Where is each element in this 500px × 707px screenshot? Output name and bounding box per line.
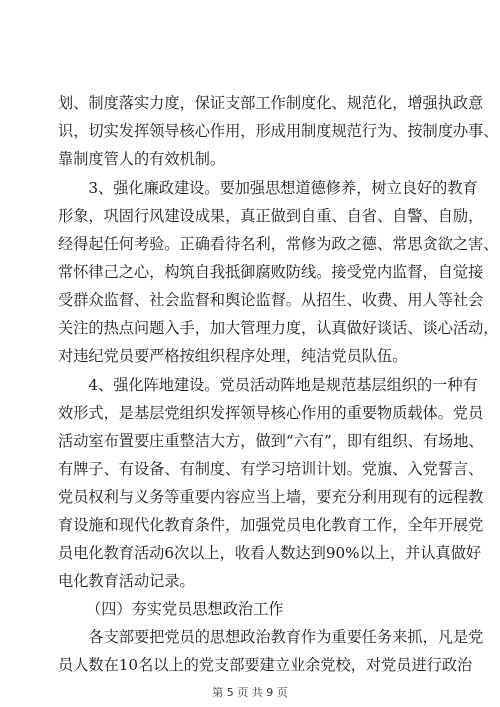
paragraph-line: 各支部要把党员的思想政治教育作为重要任务来抓，凡是党 [58,628,484,646]
paragraph-line: 员电化教育活动6次以上，收看人数达到90%以上，并认真做好 [58,544,482,562]
paragraph-line: 识，切实发挥领导核心作用，形成用制度规范行为、按制度办事、 [58,122,499,140]
paragraph-line: 形象，巩固行风建设成果，真正做到自重、自省、自警、自励， [58,207,484,225]
section-heading: （四）夯实党员思想政治工作 [86,600,284,618]
paragraph-line: 3、强化廉政建设。要加强思想道德修养，树立良好的教育 [58,179,478,197]
paragraph-line: 有牌子、有设备、有制度、有学习培训计划。党旗、入党誓言、 [58,460,484,478]
paragraph-line: 员人数在10名以上的党支部要建立业余党校，对党员进行政治 [58,656,473,674]
paragraph-line: 党员权利与义务等重要内容应当上墙，要充分利用现有的远程教 [58,488,484,506]
paragraph-line: 常怀律己之心，构筑自我抵御腐败防线。接受党内监督，自觉接 [58,263,484,281]
paragraph-line: 4、强化阵地建设。党员活动阵地是规范基层组织的一种有 [58,376,478,394]
paragraph-line: 活动室布置要庄重整洁大方，做到“六有”，即有组织、有场地、 [58,432,484,450]
paragraph-line: 受群众监督、社会监督和舆论监督。从招生、收费、用人等社会 [58,291,484,309]
paragraph-line: 育设施和现代化教育条件，加强党员电化教育工作，全年开展党 [58,516,484,534]
paragraph-line: 关注的热点问题入手，加大管理力度，认真做好谈话、谈心活动， [58,319,499,337]
paragraph-line: 效形式，是基层党组织发挥领导核心作用的重要物质载体。党员 [58,404,484,422]
paragraph-line: 对违纪党员要严格按组织程序处理，纯洁党员队伍。 [58,347,408,365]
paragraph-line: 靠制度管人的有效机制。 [58,150,226,168]
paragraph-line: 电化教育活动记录。 [58,572,195,590]
page-footer: 第 5 页 共 9 页 [212,686,288,699]
paragraph-line: 划、制度落实力度，保证支部工作制度化、规范化，增强执政意 [58,94,484,112]
paragraph-line: 经得起任何考验。正确看待名利，常修为政之德、常思贪欲之害、 [58,235,499,253]
